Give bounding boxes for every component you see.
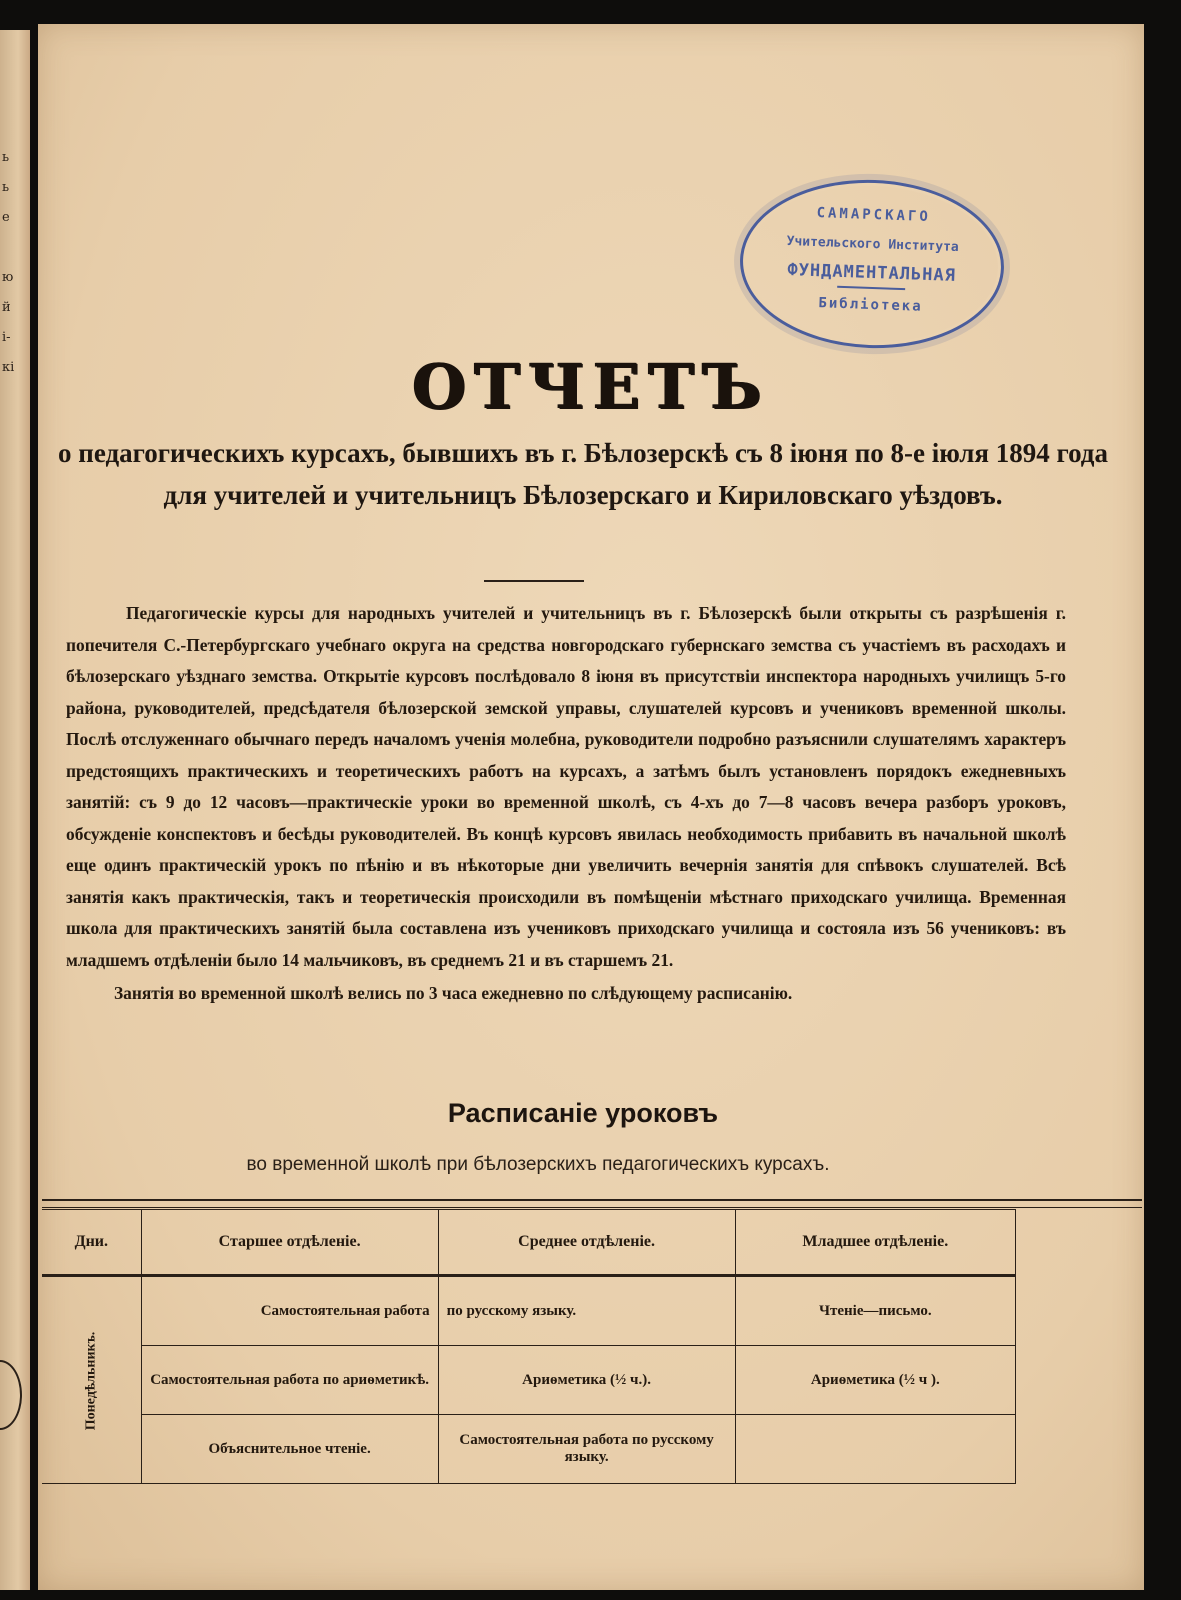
prev-page-fragment: кі	[2, 360, 15, 375]
header-days: Дни.	[42, 1210, 141, 1276]
page-subtitle: о педагогическихъ курсахъ, бывшихъ въ г. Бѣлозерскѣ съ 8 іюня по 8-е іюля 1894 года для учителей и учительницъ Бѣлозерскаго и Кириловскаго уѣздовъ.	[58, 438, 1108, 510]
prev-page-seal	[0, 1360, 22, 1430]
stamp-line-1: САМАРСКАГО	[816, 205, 932, 226]
prev-page-fragment: е	[2, 210, 10, 225]
stamp-line-2: Учительского Института	[786, 234, 959, 256]
header-senior: Старшее отдѣленіе.	[141, 1210, 438, 1276]
schedule-subtitle: во временной школѣ при бѣлозерскихъ педагогическихъ курсахъ.	[246, 1154, 830, 1175]
table-row	[42, 1415, 1016, 1484]
title-divider	[484, 580, 584, 582]
page-title: ОТЧЕТЪ	[412, 350, 770, 423]
prev-page-fragment: й	[2, 300, 11, 315]
table-cell: Самостоятельная работа по ариѳметикѣ.	[141, 1346, 438, 1415]
body-paragraph-1: Педагогическіе курсы для народныхъ учителей и учительницъ въ г. Бѣлозерскѣ были открыты съ разрѣшенія г. попечителя С.-Петербургскаго учебнаго округа на средства новгородскаго губернскаго земства съ участіемъ въ расходахъ и бѣлозерскаго уѣзднаго земства. Открытіе курсовъ послѣдовало 8 іюня въ присутствіи инспектора народныхъ училищъ 5-го района, руководителей, предсѣдателя бѣлозерской земской управы, слушателей курсовъ и учениковъ временной школы. Послѣ отслуженнаго обычнаго передъ началомъ ученія молебна, руководители подробно разъяснили слушателямъ характеръ предстоящихъ практическихъ и теоретическихъ работъ на курсахъ, а затѣмъ былъ установленъ порядокъ ежедневныхъ занятій: съ 9 до 12 часовъ—практическіе уроки во временной школѣ, съ 4-хъ до 7—8 часовъ вечера разборъ уроковъ, обсужденіе конспектовъ и бесѣды руководителей. Въ концѣ курсовъ явилась необходимость прибавить въ начальной школѣ еще одинъ практическій урокъ по пѣнію и въ нѣкоторые дни увеличить вечернія занятія для спѣвокъ слушателей. Всѣ занятія какъ практическія, такъ и теоретическія происходили въ помѣщеніи мѣстнаго приходскаго училища. Временная школа для практическихъ занятій была составлена изъ учениковъ приходскаго училища и состояла изъ 56 учениковъ: въ младшемъ отдѣленіи было 14 мальчиковъ, въ среднемъ 21 и въ старшемъ 21.	[66, 603, 1066, 970]
schedule-title: Расписаніе уроковъ	[447, 1098, 719, 1128]
table-cell: Самостоятельная работа	[141, 1276, 438, 1346]
prev-page-fragment: ь	[2, 180, 10, 195]
stamp-line-4: Библіотека	[818, 295, 923, 315]
schedule-table	[42, 1209, 1016, 1484]
stamp-divider	[837, 286, 905, 290]
previous-page-edge	[0, 30, 30, 1590]
table-cell: Объяснительное чтеніе.	[141, 1415, 438, 1484]
table-top-rule-thin	[42, 1207, 1142, 1208]
library-stamp	[737, 175, 1007, 352]
document-page	[38, 24, 1144, 1590]
table-top-rule	[42, 1199, 1142, 1201]
day-cell	[42, 1276, 141, 1484]
table-row	[42, 1346, 1016, 1415]
table-cell: Ариѳметика (½ ч.).	[438, 1346, 735, 1415]
table-row	[42, 1276, 1016, 1346]
table-cell: Чтеніе—письмо.	[735, 1276, 1015, 1346]
prev-page-fragment: ю	[2, 270, 14, 285]
table-cell: Ариѳметика (½ ч ).	[735, 1346, 1015, 1415]
table-cell: Самостоятельная работа по русскому языку.	[438, 1415, 735, 1484]
prev-page-fragment: ь	[2, 150, 10, 165]
day-label: Понедѣльникъ.	[83, 1331, 99, 1430]
table-cell	[735, 1415, 1015, 1484]
table-header-row	[42, 1210, 1016, 1276]
stamp-line-3: ФУНДАМЕНТАЛЬНАЯ	[787, 260, 957, 286]
header-junior: Младшее отдѣленіе.	[735, 1210, 1015, 1276]
prev-page-fragment: і-	[2, 330, 11, 345]
body-text	[66, 598, 1066, 1010]
table-cell: по русскому языку.	[438, 1276, 735, 1346]
body-paragraph-2: Занятія во временной школѣ велись по 3 часа ежедневно по слѣдующему расписанію.	[114, 983, 793, 1003]
header-middle: Среднее отдѣленіе.	[438, 1210, 735, 1276]
